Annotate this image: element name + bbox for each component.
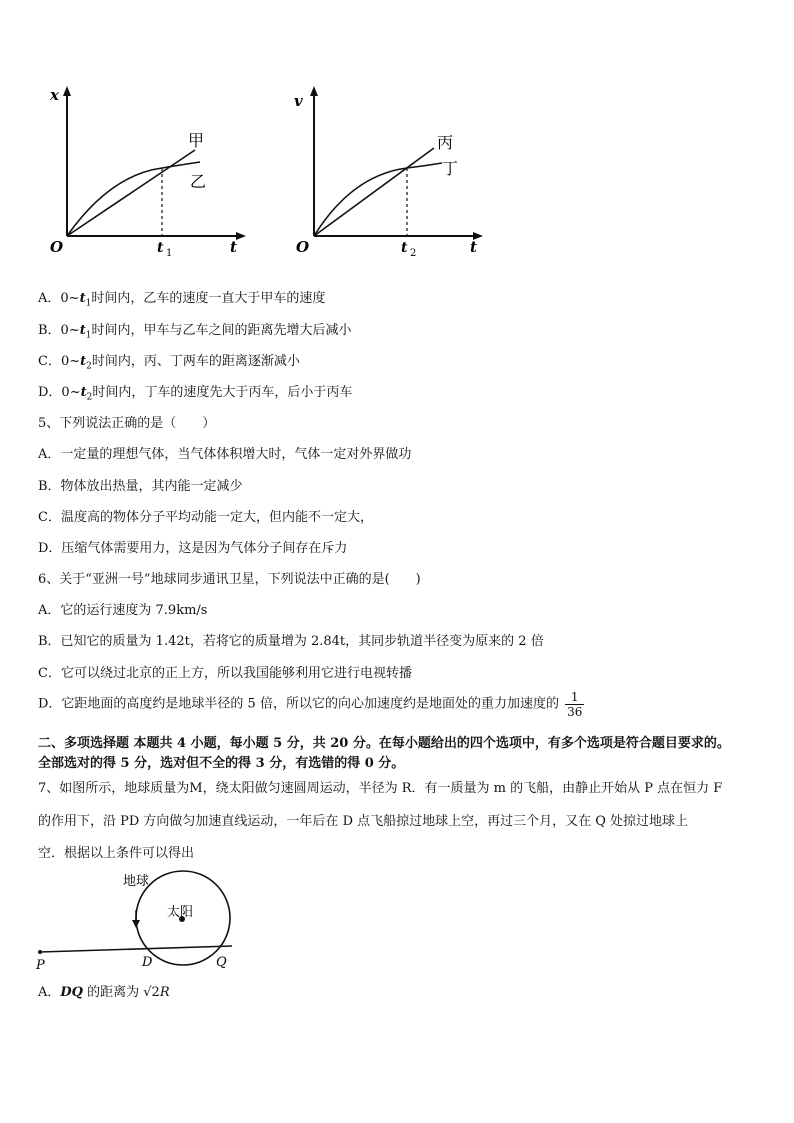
- xt-graph: [30, 80, 260, 275]
- q4-b-sub: 1: [85, 330, 92, 341]
- q4-c-sub: 2: [86, 361, 92, 372]
- q4-a-sub: 1: [85, 298, 92, 309]
- q7-line2: 的作用下，沿 PD 方向做匀加速直线运动，一年后在 D 点飞船掠过地球上空，再过三个月，又在 Q 处掠过地球上: [38, 814, 689, 829]
- q4-b-t: t: [79, 323, 86, 338]
- q4-a-prefix: A．0~: [38, 291, 80, 306]
- orbit-sun-label: 太阳: [167, 905, 194, 920]
- q6-d-numerator: 1: [565, 690, 584, 705]
- q7-line3: 空．根据以上条件可以得出: [38, 846, 195, 861]
- orbit-point-d: D: [142, 955, 153, 970]
- q7-a-prefix: A．: [38, 985, 61, 1000]
- q4-d-prefix: D．0~: [38, 385, 81, 400]
- xt-x-axis-label: t: [230, 238, 237, 256]
- xt-y-axis-label: x: [50, 86, 59, 104]
- q4-option-c: [38, 353, 300, 376]
- orbit-earth-label: 地球: [123, 874, 150, 889]
- q4-c-prefix: C．0~: [38, 354, 81, 369]
- vt-y-axis-label: v: [294, 92, 303, 110]
- q5-option-d: D．压缩气体需要用力，这是因为气体分子间存在斥力: [38, 541, 348, 556]
- q4-d-t: t: [80, 385, 87, 400]
- q4-d-sub: 2: [86, 392, 93, 403]
- q4-a-t: t: [79, 291, 86, 306]
- q7-a-r: R: [159, 985, 170, 1000]
- q4-option-d: [38, 384, 352, 407]
- q4-option-a: [38, 290, 325, 313]
- vt-origin-label: O: [296, 238, 310, 256]
- vt-tick-label: t: [401, 240, 408, 256]
- xt-curve-label-yi: 乙: [190, 172, 207, 191]
- xt-tick-subscript: 1: [166, 248, 173, 259]
- q7-line1: 7、如图所示，地球质量为M，绕太阳做匀速圆周运动，半径为 R．有一质量为 m 的飞船，由静止开始从 P 点在恒力 F: [38, 781, 723, 796]
- xt-curve-label-jia: 甲: [188, 131, 205, 150]
- section2-line1: 二、多项选择题 本题共 4 小题，每小题 5 分，共 20 分。在每小题给出的四个选项中，有多个选项是符合题目要求的。: [38, 736, 730, 751]
- section2-line2: 全部选对的得 5 分，选对但不全的得 3 分，有选错的得 0 分。: [38, 756, 405, 771]
- q5-option-b: B．物体放出热量，其内能一定减少: [38, 479, 243, 494]
- q6-d-fraction: [565, 690, 584, 719]
- q5-option-a: A．一定量的理想气体，当气体体积增大时，气体一定对外界做功: [38, 447, 412, 462]
- q4-b-prefix: B．0~: [38, 323, 80, 338]
- q7-option-a: [38, 984, 170, 1002]
- xt-origin-label: O: [50, 238, 64, 256]
- q4-c-t: t: [80, 354, 87, 369]
- q7-a-var: DQ: [60, 985, 83, 1000]
- q6-stem: 6、关于“亚洲一号”地球同步通讯卫星，下列说法中正确的是( ): [38, 572, 421, 587]
- xt-tick-label: t: [157, 240, 164, 256]
- vt-tick-subscript: 2: [410, 248, 417, 259]
- q4-c-text: 时间内，丙、丁两车的距离逐渐减小: [91, 354, 300, 369]
- orbit-point-p: P: [36, 958, 45, 973]
- q5-option-c: C．温度高的物体分子平均动能一定大，但内能不一定大，: [38, 510, 373, 525]
- vt-x-axis-label: t: [470, 238, 477, 256]
- vt-curve-label-ding: 丁: [442, 159, 459, 178]
- q4-b-text: 时间内，甲车与乙车之间的距离先增大后减小: [91, 323, 352, 338]
- q6-option-c: C．它可以绕过北京的正上方，所以我国能够利用它进行电视转播: [38, 666, 412, 681]
- q6-option-a: A．它的运行速度为 7.9km/s: [38, 603, 208, 618]
- q5-stem: 5、下列说法正确的是（ ）: [38, 416, 216, 431]
- q4-option-b: [38, 322, 351, 345]
- orbit-diagram: [30, 866, 250, 976]
- q7-a-mid: 的距离为: [83, 985, 144, 1000]
- orbit-point-q: Q: [216, 955, 227, 970]
- vt-curve-label-bing: 丙: [437, 133, 454, 152]
- q6-option-d: [38, 690, 584, 719]
- q4-a-text: 时间内，乙车的速度一直大于甲车的速度: [91, 291, 326, 306]
- vt-graph: [282, 80, 492, 275]
- q6-d-denominator: 36: [567, 705, 583, 719]
- q7-a-sqrt: √2: [143, 985, 160, 1000]
- q4-d-text: 时间内，丁车的速度先大于丙车，后小于丙车: [92, 385, 353, 400]
- q6-option-b: B．已知它的质量为 1.42t，若将它的质量增为 2.84t，其同步轨道半径变为原来的 2 倍: [38, 634, 544, 649]
- q6-d-text: D．它距地面的高度约是地球半径的 5 倍，所以它的向心加速度约是地面处的重力加速度的: [38, 696, 559, 712]
